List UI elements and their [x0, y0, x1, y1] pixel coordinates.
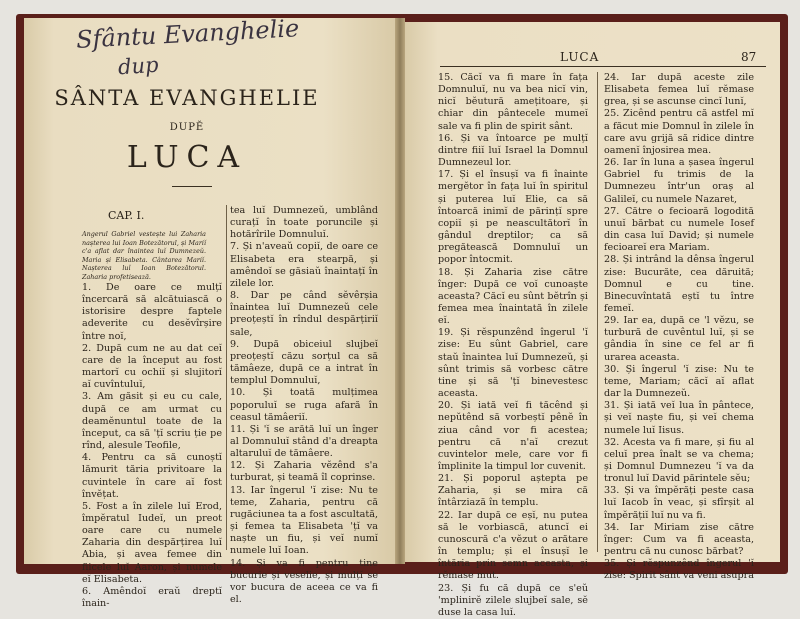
verse: 13. Iar îngerul 'ĭ zise: Nu te teme, Zaharia, pentru că rugăciunea ta a fost ascultată, și femea ta Elisabeta 'țĭ va naște un fiu, și veĭ numĭ numele luĭ Ioan. — [230, 484, 378, 557]
verse: 17. Și el însușĭ va fi înainte mergĕtor în fața luĭ în spiritul și puterea luĭ Elie, ca să întoarcă inimĭ de părințĭ spre copiĭ și pe neascultătorĭ în gândul dreptilor; ca să pregătească Domnuluĭ un popor întocmit. — [438, 169, 588, 266]
verse: 9. După obiceiul slujbeĭ preoțeștĭ căzu sorțul ca să tămâeze, după ce a intrat în templul Domnuluĭ, — [230, 338, 378, 387]
verse: 30. Și îngerul 'ĭ zise: Nu te teme, Mariam; căcĭ aĭ aflat dar la Dumnezeŭ. — [604, 363, 754, 400]
verse: 3. Am găsit și eu cu cale, după ce am urmat cu deamĕnuntul toate de la început, ca să 'țĭ scriu ție pe rînd, alesule Teofile, — [82, 391, 222, 452]
title-luca: LUCA — [126, 140, 248, 175]
verse: 22. Iar după ce eșĭ, nu putea să le vorbiască, atuncĭ ei cunoscură c'a vĕzut o arătare în templu; și el însușĭ le întăria prin semn aceasta, și rĕmase mut. — [438, 509, 588, 582]
chapter-heading: CAP. I. — [108, 209, 145, 222]
verse: 10. Și toată mulțimea poporuluĭ se ruga afară în ceasul tămâeriĭ. — [230, 387, 378, 423]
page-number: 87 — [741, 50, 757, 64]
verse: 24. Iar după aceste zile Elisabeta femea luĭ rĕmase grea, și se ascunse cincĭ lunĭ, — [604, 72, 754, 108]
verse: 18. Și Zaharia zise către înger: După ce voĭ cunoaște aceasta? Căcĭ eu sûnt bĕtrîn și femea mea înaintată în zilele eĭ. — [438, 266, 588, 327]
verse: 7. Și n'aveaŭ copiĭ, de oare ce Elisabeta era stearpă, și amêndoĭ se găsiaŭ înaintațĭ în zilele lor. — [230, 241, 378, 289]
verse: tea luĭ Dumnezeŭ, umblând curațĭ în toate poruncile și hotărîrile Domnuluĭ. — [230, 205, 378, 241]
verse: 26. Iar în luna a șasea îngerul Gabriel fu trimis de la Dumnezeu într'un oraș al Galileĭ, cu numele Nazaret, — [604, 157, 754, 205]
verse: 19. Și rĕspunzênd îngerul 'ĭ zise: Eu sûnt Gabriel, care staŭ înaintea luĭ Dumnezeŭ, și sûnt trimis să vorbesc către tine și să 'țĭ binevestesc aceasta. — [438, 327, 588, 400]
verse: 8. Dar pe când sĕvêrșia înaintea luĭ Dumnezeŭ cele preoțeștĭ în rîndul despărțiriĭ sale, — [230, 290, 378, 338]
title-divider — [172, 186, 212, 187]
verse: 28. Și intrând la dênsa îngerul zise: Bucurăte, cea dăruită; Domnul e cu tine. Binecuvîntată eștĭ tu între femeĭ. — [604, 254, 754, 314]
right-column-1 — [438, 72, 588, 619]
verse: 29. Iar ea, după ce 'l vĕzu, se turbură de cuvêntul luĭ, și se gândia în sine ce fel ar fi urarea aceasta. — [604, 315, 754, 363]
verse: 20. Și iată veĭ fi tăcênd și nepŭtênd să vorbeștĭ pênĕ în ziua când vor fi acestea; pentru că n'aĭ crezut cuvintelor mele, care vor fi împlinite la timpul lor cuvenit. — [438, 400, 588, 472]
verse: 21. Și poporul aștepta pe Zaharia, și se mira că întârziază în templu. — [438, 473, 588, 509]
verse: 31. Și iată veĭ lua în pântece, și veĭ naște fiu, și veĭ chema numele luĭ Iisus. — [604, 400, 754, 436]
verse: 16. Și va întoarce pe mulțĭ dintre fiiĭ luĭ Israel la Domnul Dumnezeul lor. — [438, 132, 588, 169]
verse: 25. Zicênd pentru că astfel mĭ a făcut mie Domnul în zilele în care avu grijă să ridice dintre oamenĭ înjosirea mea. — [604, 108, 754, 156]
book-gutter — [395, 18, 405, 564]
column-rule-left — [226, 205, 227, 550]
verse: 5. Fost a în zilele luĭ Erod, împĕratul Iudeĭ, un preot oare care cu numele Zaharia din despărțirea luĭ Abia, și avea femee din fiicele luĭ Aaron, și numele eĭ Elisabeta. — [82, 500, 222, 585]
verse: 23. Și fu că după ce s'eŭ 'mplinirĕ zilele slujbeĭ sale, sĕ duse la casa luĭ. — [438, 582, 588, 618]
verse: 12. Și Zaharia vĕzênd s'a turburat, și teamă îl coprinse. — [230, 460, 378, 484]
right-column-2 — [604, 72, 754, 583]
verse: 14. Și va fi pentru tine bucurie și veselie, și mulțĭ se vor bucura de aceea ce va fi el. — [230, 557, 378, 605]
handwritten-note-line1: Sfântu Evanghelie — [75, 14, 300, 54]
verse: 35. Și rĕspunzênd îngerul 'ĭ zise: Spirit sânt va veni asupra — [604, 558, 754, 582]
verse: 32. Acesta va fi mare, și fiu al celuĭ prea înalt se va chema; și Domnul Dumnezeu 'ĭ va da tronul luĭ David părintele sĕu; — [604, 436, 754, 485]
title-dupe: DUPĔ — [169, 122, 205, 133]
verse: 4. Pentru ca să cunoștĭ lămurit tăria privitoare la cuvintele în care aĭ fost învĕțat. — [82, 452, 222, 500]
verse: 15. Căcĭ va fi mare în fața Domnuluĭ, nu va bea nicĭ vin, nicĭ bĕutură amețitoare, și chiar din pântecele mumeĭ sale va fi plin de spirit sânt. — [438, 72, 588, 132]
verse: 11. Și 'ĭ se arătă luĭ un înger al Domnuluĭ stând d'a dreapta altaruluĭ de tămâere. — [230, 423, 378, 460]
left-column-2 — [230, 205, 378, 606]
verse: 34. Iar Miriam zise către înger: Cum va fi aceasta, pentru că nu cunosc bărbat? — [604, 521, 754, 558]
handwritten-note-line2: dup — [117, 52, 160, 80]
chapter-summary: Angerul Gabriel vestește lui Zaharia nașterea lui Ioan Botezătorul, și Mariĭ c'a aflat dar înaintea luĭ Dumnezeŭ. Maria și Elisabeta. Cântarea Mariĭ. Nașterea luĭ Ioan Botezătorul. Zaharia profetisează. — [82, 230, 206, 281]
book-title: SÂNTA EVANGHELIE — [54, 86, 320, 110]
left-column-1 — [82, 282, 222, 610]
header-rule — [440, 66, 766, 67]
column-rule-right — [597, 72, 598, 552]
verse: 6. Amêndoĭ eraŭ dreptĭ înain- — [82, 585, 222, 610]
verse: 27. Către o fecioară logodită unuĭ bărbat cu numele Iosef din casa luĭ David; și numele fecioareĭ era Mariam. — [604, 205, 754, 254]
verse: 33. Și va împĕrăți peste casa luĭ Iacob în veac, și sfîrșit al împĕrățiĭ luĭ nu va fi. — [604, 485, 754, 521]
running-head: LUCA — [560, 50, 600, 64]
verse: 2. După cum ne au dat ceĭ care de la început au fost martorĭ cu ochiĭ și slujitorĭ aĭ cuvîntuluĭ, — [82, 342, 222, 391]
verse: 1. De oare ce mulțĭ încercară să alcătuiască o istorisire despre faptele adeverite cu desĕvîrșire între noĭ, — [82, 282, 222, 342]
